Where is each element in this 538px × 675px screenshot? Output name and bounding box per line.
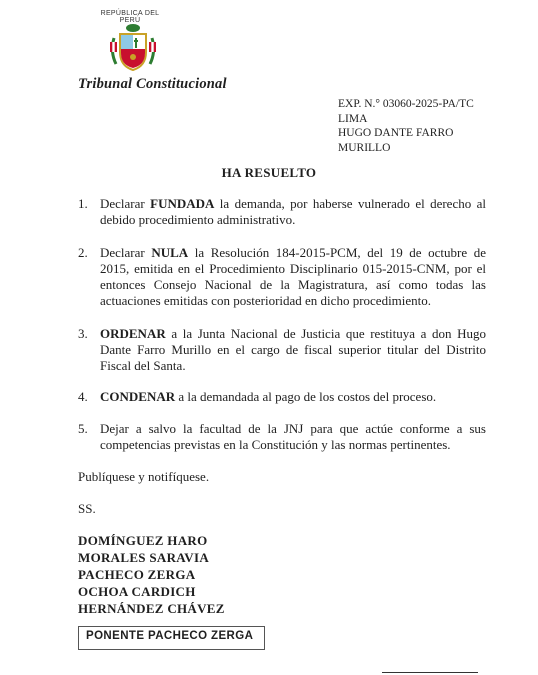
signatory-name: DOMÍNGUEZ HARO (78, 533, 208, 548)
ss-label: SS. (78, 501, 96, 516)
case-party-line1: HUGO DANTE FARRO (338, 127, 454, 139)
signatory-name: PACHECO ZERGA (78, 567, 196, 582)
case-party-line2: MURILLO (338, 141, 391, 154)
institution-name: Tribunal Constitucional (78, 76, 227, 92)
resolution-title: HA RESUELTO (221, 165, 317, 180)
closing-text: Publíquese y notifíquese. (78, 469, 210, 484)
signature-line (382, 672, 478, 673)
seal-text: REPÚBLICA DEL PERÚ (100, 10, 160, 24)
signatory-name: OCHOA CARDICH (78, 584, 196, 599)
peru-coat-of-arms-logo (108, 22, 158, 74)
expediente-block (338, 97, 486, 155)
case-place: LIMA (338, 112, 368, 125)
ponente-label: PONENTE PACHECO ZERGA (86, 630, 254, 642)
signatories-list (78, 532, 225, 617)
case-number: EXP. N.° 03060-2025-PA/TC (338, 98, 474, 110)
signatory-name: HERNÁNDEZ CHÁVEZ (78, 601, 225, 616)
signatory-name: MORALES SARAVIA (78, 550, 210, 565)
